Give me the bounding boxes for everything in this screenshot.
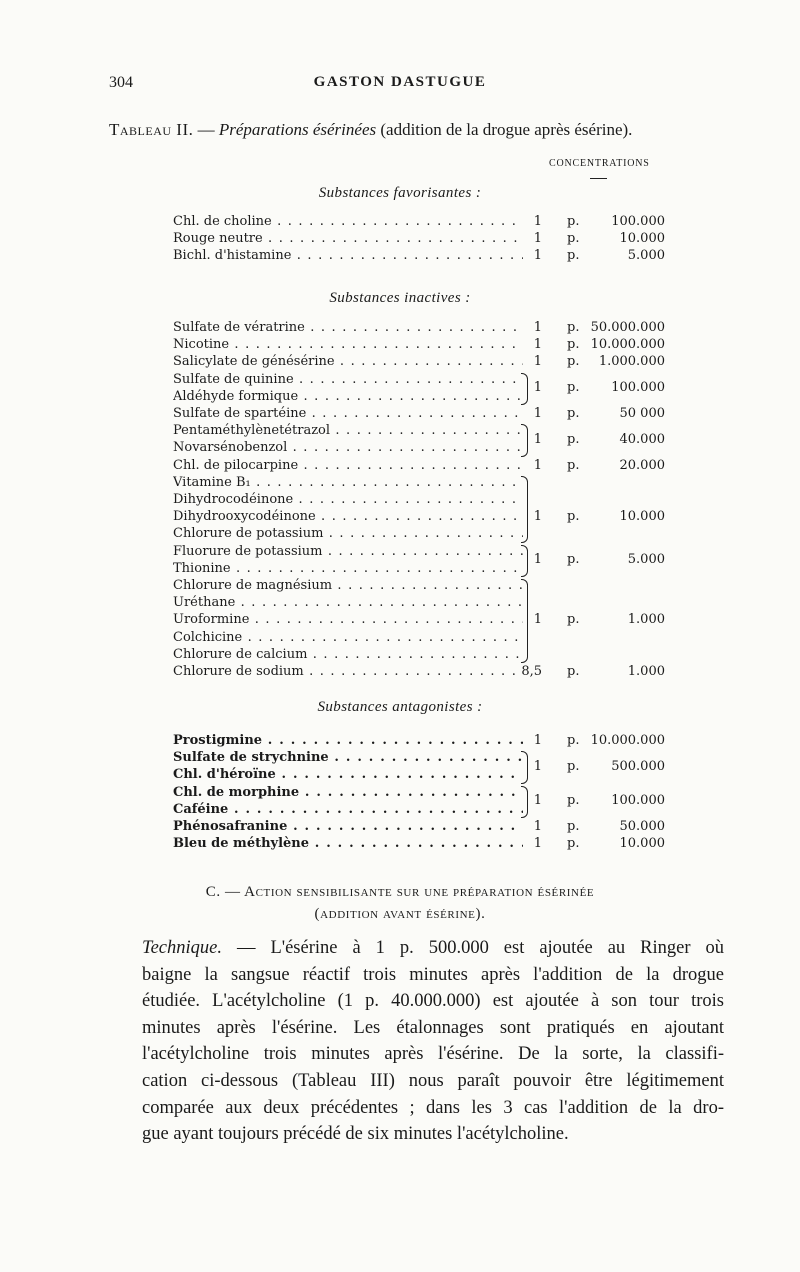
substance-label: Fluorure de potassium xyxy=(173,543,323,559)
substance-ratio-p: p. xyxy=(567,836,580,852)
table-row xyxy=(173,793,665,818)
substance-ratio-p: p. xyxy=(567,612,580,628)
grouping-brace xyxy=(521,373,528,405)
substance-label: Dihydrocodéinone xyxy=(173,492,294,507)
table-row xyxy=(173,247,665,264)
substance-label: Colchicine xyxy=(173,629,243,645)
substance-ratio-p: p. xyxy=(567,819,580,834)
grouping-brace xyxy=(521,424,528,456)
substance-label: Prostigmine xyxy=(173,733,263,748)
table-row xyxy=(173,405,665,422)
substance-name xyxy=(173,835,523,852)
substance-name xyxy=(173,818,523,835)
substance-name xyxy=(173,371,523,388)
substance-ratio-number: 1 xyxy=(533,320,542,335)
substance-concentration: 20.000 xyxy=(619,457,665,473)
table-row xyxy=(173,474,665,491)
substance-ratio-number: 1 xyxy=(533,457,542,473)
grouping-brace xyxy=(521,786,528,818)
grouping-brace xyxy=(521,751,528,783)
substance-name xyxy=(173,336,523,353)
substance-ratio-p: p. xyxy=(567,733,580,748)
substance-name xyxy=(173,594,523,611)
table-row xyxy=(173,552,665,577)
substance-concentration: 100.000 xyxy=(611,793,665,809)
substance-name xyxy=(173,230,523,247)
substance-label: Phénosafranine xyxy=(173,819,288,834)
substance-label: Vitamine B₁ xyxy=(173,474,251,490)
section-c-heading xyxy=(0,881,800,925)
substance-ratio-number: 1 xyxy=(533,612,542,628)
substance-ratio-number: 1 xyxy=(533,380,542,396)
substance-name xyxy=(173,784,523,801)
substance-name xyxy=(173,646,523,663)
substance-label: Chlorure de potassium xyxy=(173,526,324,542)
substance-ratio-number: 1 xyxy=(533,431,542,447)
substance-name xyxy=(173,749,523,766)
paragraph-line: cation ci-dessous (Tableau III) nous paraît pouvoir être légitimement xyxy=(142,1070,724,1091)
grouping-brace xyxy=(521,476,528,543)
substance-ratio-p: p. xyxy=(567,354,580,370)
running-title: GASTON DASTUGUE xyxy=(313,74,487,90)
substance-name xyxy=(173,319,523,336)
substance-name xyxy=(173,611,523,628)
table-row xyxy=(173,577,665,594)
caption-dash: — xyxy=(197,120,215,139)
substance-ratio-p: p. xyxy=(567,793,580,809)
paragraph-line: baigne la sangsue réactif trois minutes après l'addition de la drogue xyxy=(142,964,724,985)
substance-label: Pentaméthylènetétrazol xyxy=(173,423,331,439)
grouping-brace xyxy=(521,545,528,577)
substance-ratio-number: 1 xyxy=(533,248,542,264)
table-row xyxy=(173,422,665,439)
paragraph-line xyxy=(142,935,724,962)
section-heading: Substances inactives : xyxy=(329,290,471,306)
substance-ratio-number: 1 xyxy=(533,354,542,370)
substance-ratio-p: p. xyxy=(567,248,580,264)
technique-paragraph xyxy=(142,935,724,1148)
table-row xyxy=(173,594,665,611)
substance-label: Dihydrooxycodéinone xyxy=(173,509,316,525)
substance-ratio-p: p. xyxy=(567,552,580,568)
substance-name xyxy=(173,474,523,491)
substance-label: Sulfate de strychnine xyxy=(173,750,329,766)
section-heading: Substances favorisantes : xyxy=(318,185,482,201)
table-row xyxy=(173,629,665,646)
substance-ratio-p: p. xyxy=(567,664,580,679)
substance-name xyxy=(173,491,523,508)
substance-label: Aldéhyde formique xyxy=(173,388,299,404)
substance-ratio-p: p. xyxy=(567,509,580,525)
substance-label: Chl. de choline xyxy=(173,214,272,229)
substance-label: Chl. de pilocarpine xyxy=(173,457,299,473)
table-row xyxy=(173,611,665,628)
substance-concentration: 1.000.000 xyxy=(598,354,665,370)
substance-name xyxy=(173,732,523,749)
table-row xyxy=(173,371,665,388)
page-number: 304 xyxy=(109,74,133,91)
substance-label: Chl. d'héroïne xyxy=(173,767,276,783)
substance-label: Rouge neutre xyxy=(173,231,263,247)
substance-label: Bichl. d'histamine xyxy=(173,248,292,264)
paragraph-line-text: — L'ésérine à 1 p. 500.000 est ajoutée au Ringer où xyxy=(222,938,724,958)
substance-name xyxy=(173,629,523,646)
substance-ratio-p: p. xyxy=(567,337,580,353)
table-row xyxy=(173,230,665,247)
table-row xyxy=(173,646,665,663)
table-row xyxy=(173,319,665,336)
table-caption xyxy=(109,120,632,140)
table-row xyxy=(173,784,665,801)
substance-name xyxy=(173,543,523,560)
substance-concentration: 50.000.000 xyxy=(590,320,665,335)
substance-label: Sulfate de spartéine xyxy=(173,406,307,421)
substance-concentration: 10.000.000 xyxy=(590,733,665,748)
substance-name xyxy=(173,560,523,577)
substance-concentration: 10.000 xyxy=(619,231,665,247)
substance-ratio-number: 1 xyxy=(533,552,542,568)
substance-name xyxy=(173,525,523,542)
substance-concentration: 40.000 xyxy=(619,431,665,447)
paragraph-line: étudiée. L'acétylcholine (1 p. 40.000.000) est ajoutée à son tour trois xyxy=(142,991,724,1012)
substance-ratio-number: 1 xyxy=(533,337,542,353)
substance-label: Chl. de morphine xyxy=(173,784,300,800)
substance-label: Bleu de méthylène xyxy=(173,836,310,852)
substance-name xyxy=(173,247,523,264)
substance-ratio-number: 1 xyxy=(533,406,542,421)
table-row xyxy=(173,380,665,405)
substance-concentration: 1.000 xyxy=(627,612,665,628)
substance-label: Chlorure de sodium xyxy=(173,664,304,679)
substance-name xyxy=(173,801,523,818)
caption-title: Préparations ésérinées xyxy=(218,120,377,139)
substance-name xyxy=(173,422,523,439)
substance-ratio-p: p. xyxy=(567,214,580,229)
substance-concentration: 5.000 xyxy=(627,552,665,568)
substance-concentration: 5.000 xyxy=(627,248,665,264)
substance-name xyxy=(173,457,523,474)
substance-name xyxy=(173,577,523,594)
substance-name xyxy=(173,388,523,405)
paragraph-line: comparée aux deux précédentes ; dans les 3 cas l'addition de la dro- xyxy=(142,1097,724,1118)
substance-ratio-p: p. xyxy=(567,380,580,396)
substance-ratio-number: 1 xyxy=(533,819,542,834)
table-row xyxy=(173,749,665,766)
substance-name xyxy=(173,405,523,422)
substance-concentration: 50.000 xyxy=(619,819,665,834)
substance-label: Salicylate de génésérine xyxy=(173,354,335,370)
substance-concentration: 500.000 xyxy=(611,758,665,774)
substance-concentration: 10.000 xyxy=(619,836,665,852)
substance-name xyxy=(173,663,523,680)
table-label: Tableau II. xyxy=(109,120,194,139)
substance-label: Nicotine xyxy=(173,337,230,353)
substance-name xyxy=(173,439,523,456)
substance-label: Sulfate de vératrine xyxy=(173,320,305,335)
table-row xyxy=(173,818,665,835)
table-row xyxy=(173,732,665,749)
substance-ratio-p: p. xyxy=(567,431,580,447)
substance-name xyxy=(173,508,523,525)
substance-ratio-number: 1 xyxy=(533,793,542,809)
substance-ratio-number: 1 xyxy=(533,758,542,774)
table-row xyxy=(173,663,665,680)
table-row xyxy=(173,491,665,508)
substance-name xyxy=(173,213,523,230)
substance-ratio-number: 1 xyxy=(533,214,542,229)
section-c-line1: C. — Action sensibilisante sur une préparation ésérinée xyxy=(205,884,595,900)
substance-label: Sulfate de quinine xyxy=(173,371,294,387)
substance-label: Chlorure de magnésium xyxy=(173,578,333,593)
table-row xyxy=(173,213,665,230)
substance-ratio-number: 1 xyxy=(533,836,542,852)
substance-ratio-number: 1 xyxy=(533,231,542,247)
table-row xyxy=(173,508,665,525)
concentrations-header: CONCENTRATIONS xyxy=(549,158,650,169)
table-row xyxy=(173,353,665,370)
table-row xyxy=(173,543,665,560)
paragraph-line: minutes après l'ésérine. Les étalonnages sont pratiqués en ajoutant xyxy=(142,1017,724,1038)
substance-name xyxy=(173,766,523,783)
substance-label: Chlorure de calcium xyxy=(173,646,308,662)
substance-label: Novarsénobenzol xyxy=(173,440,288,456)
substance-label: Uroformine xyxy=(173,612,250,628)
column-rule xyxy=(590,178,607,179)
substance-concentration: 10.000 xyxy=(619,509,665,525)
substance-concentration: 100.000 xyxy=(611,214,665,229)
substance-label: Thionine xyxy=(173,560,231,576)
substance-label: Caféine xyxy=(173,801,229,817)
substance-name xyxy=(173,353,523,370)
paragraph-line: gue ayant toujours précédé de six minutes l'acétylcholine. xyxy=(142,1124,569,1145)
technique-lead: Technique. xyxy=(142,938,222,958)
table-row xyxy=(173,457,665,474)
caption-rest: (addition de la drogue après ésérine). xyxy=(380,120,633,139)
substance-ratio-number: 1 xyxy=(533,509,542,525)
paragraph-line: l'acétylcholine trois minutes après l'ésérine. De la sorte, la classifi- xyxy=(142,1044,724,1065)
grouping-brace xyxy=(521,579,528,663)
substance-label: Uréthane xyxy=(173,595,236,611)
substance-concentration: 100.000 xyxy=(611,380,665,396)
substance-concentration: 10.000.000 xyxy=(590,337,665,353)
section-c-line2: (addition avant ésérine). xyxy=(314,906,486,922)
substance-ratio-number: 8,5 xyxy=(521,664,542,679)
substance-ratio-p: p. xyxy=(567,758,580,774)
substance-concentration: 1.000 xyxy=(627,664,665,679)
page-header xyxy=(0,74,800,96)
substance-concentration: 50 000 xyxy=(619,406,665,421)
substance-ratio-p: p. xyxy=(567,406,580,421)
section-heading: Substances antagonistes : xyxy=(317,699,483,715)
table-row xyxy=(173,336,665,353)
substance-ratio-p: p. xyxy=(567,320,580,335)
table-row xyxy=(173,525,665,542)
substance-ratio-number: 1 xyxy=(533,733,542,748)
substance-ratio-p: p. xyxy=(567,231,580,247)
substance-ratio-p: p. xyxy=(567,457,580,473)
table-row xyxy=(173,835,665,852)
